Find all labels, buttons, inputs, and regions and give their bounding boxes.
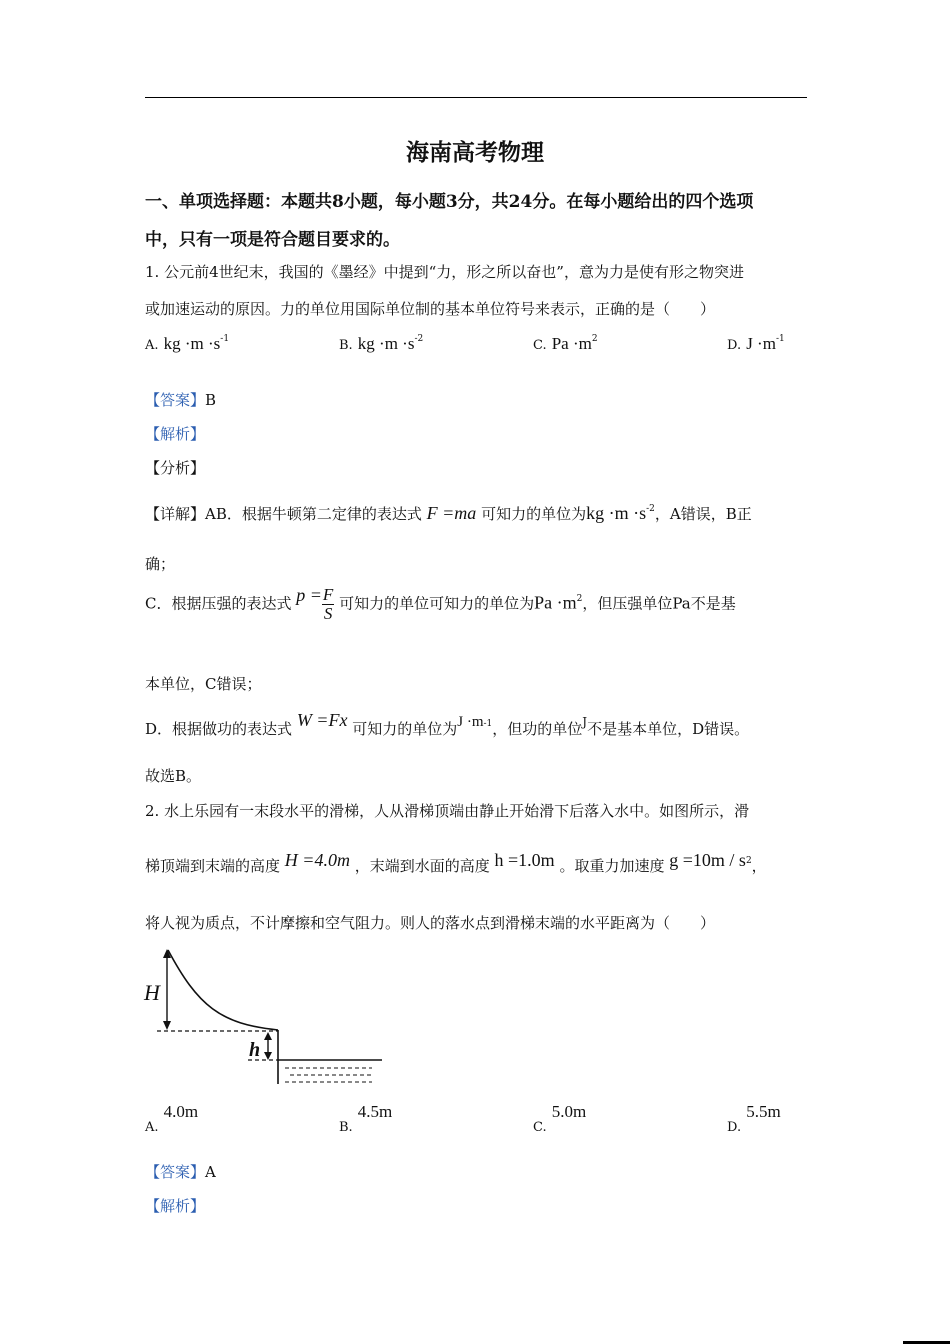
H-arrow bbox=[163, 949, 171, 1030]
q1-option-d: D. $J \cdot m^{-1}$ bbox=[727, 334, 785, 353]
q1-conclusion: 故选B。 bbox=[145, 767, 202, 785]
q1-option-c: C. $Pa \cdot m^2$ bbox=[533, 334, 598, 353]
water-surface bbox=[278, 1060, 382, 1082]
q1-detail-c-cont: 本单位，C错误； bbox=[145, 675, 262, 693]
h-arrow bbox=[264, 1032, 272, 1060]
q2-option-d: $_{D.}$ 5.5m bbox=[727, 1102, 781, 1135]
section-heading-line2: 中，只有一项是符合题目要求的。 bbox=[145, 230, 400, 250]
slide-figure bbox=[140, 944, 390, 1089]
section-heading-line1: 一、单项选择题：本题共8小题，每小题3分，共24分。在每小题给出的四个选项 bbox=[145, 192, 754, 212]
q1-detail-d: D．根据做功的表达式 W =Fx 可知力的单位为$J \cdot m^{-1}$，但功的单位$^J$不是基本单位，D错误。 bbox=[145, 710, 750, 738]
q1-detail-c: C．根据压强的表达式 p = $\frac{F}{S}$ 可知力的单位可知力的单位为$Pa \cdot m^2$，但压强单位Pa不是基 bbox=[145, 584, 736, 623]
slide-curve bbox=[168, 950, 278, 1084]
q2-stem-line1: 2. 水上乐园有一末段水平的滑梯，人从滑梯顶端由静止开始滑下后落入水中。如图所示，滑 bbox=[145, 802, 750, 820]
q2-option-c: $_{C.}$ 5.0m bbox=[533, 1102, 587, 1135]
header-rule bbox=[145, 97, 807, 98]
q1-fenxi-tag: 【分析】 bbox=[145, 459, 206, 477]
h-label: h bbox=[249, 1039, 261, 1061]
q1-analysis-tag: 【解析】 bbox=[145, 425, 206, 443]
q2-answer: 【答案】A bbox=[145, 1163, 216, 1181]
pressure-fraction: $\frac{F}{S}$ bbox=[322, 585, 334, 623]
H-label: H bbox=[144, 980, 160, 1005]
q2-stem-line2: 梯顶端到末端的高度 H =4.0m ，末端到水面的高度 h =1.0m 。取重力加速度 $g =10m / s^2$， bbox=[145, 850, 767, 875]
q1-option-a: A. kg $\cdot m \cdot s^{-1}$ bbox=[145, 334, 230, 353]
q1-option-b: B. kg $\cdot m \cdot s^{-2}$ bbox=[339, 334, 424, 353]
q1-answer: 【答案】B bbox=[145, 391, 217, 409]
q2-option-b: $_{B.}$ 4.5m bbox=[339, 1102, 393, 1135]
page-title: 海南高考物理 bbox=[406, 139, 544, 166]
q2-analysis-tag: 【解析】 bbox=[145, 1197, 206, 1215]
q1-detail-ab-cont: 确； bbox=[145, 555, 176, 573]
q1-stem-line1: 1. 公元前4世纪末，我国的《墨经》中提到“力，形之所以奋也”，意为力是使有形之物突进 bbox=[145, 263, 744, 281]
q2-option-a: $_{A.}$ 4.0m bbox=[145, 1102, 199, 1135]
q1-detail-ab: 【详解】AB．根据牛顿第二定律的表达式 F =ma 可知力的单位为kg $\cdot m \cdot s^{-2}$，A错误，B正 bbox=[145, 503, 752, 523]
q2-stem-line3: 将人视为质点，不计摩擦和空气阻力。则人的落水点到滑梯末端的水平距离为（ ） bbox=[145, 914, 716, 932]
q1-stem-line2: 或加速运动的原因。力的单位用国际单位制的基本单位符号来表示，正确的是（ ） bbox=[145, 300, 716, 318]
